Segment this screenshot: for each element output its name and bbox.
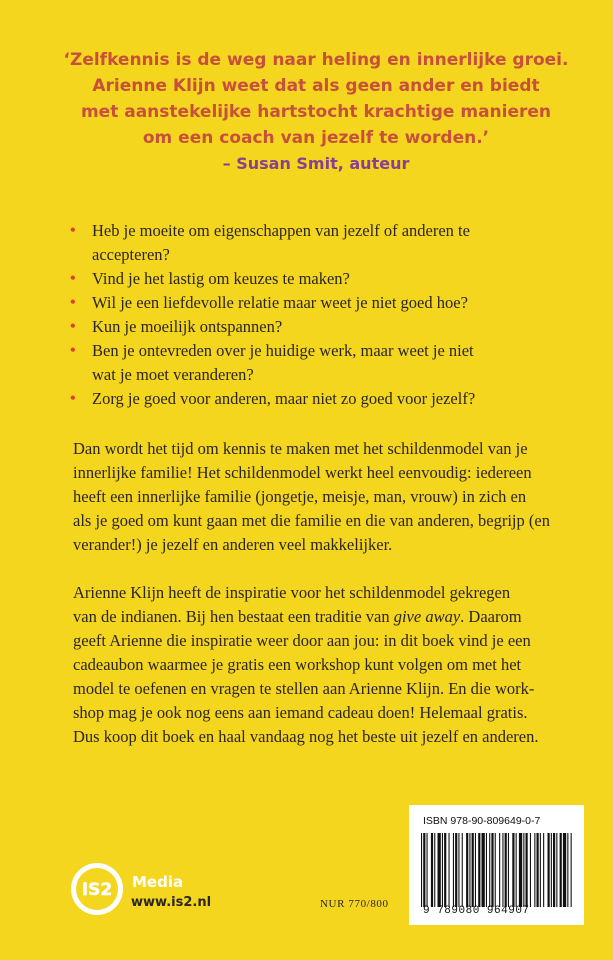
question-list bbox=[70, 219, 590, 411]
list-item: • Heb je moeite om eigenschappen van jezelf of anderen te accepteren? bbox=[70, 221, 470, 264]
barcode-bar bbox=[453, 833, 454, 907]
barcode-bar bbox=[442, 833, 443, 907]
barcode-bar bbox=[548, 833, 550, 907]
publisher-logo bbox=[70, 862, 125, 917]
endorsement-quote bbox=[56, 47, 576, 177]
list-item: • Vind je het lastig om keuzes te maken? bbox=[70, 267, 590, 291]
barcode-bar bbox=[551, 833, 552, 907]
barcode-bar bbox=[505, 833, 507, 907]
barcode-bar bbox=[469, 833, 470, 907]
barcode-bar bbox=[543, 833, 544, 907]
inspiration-paragraph: Arienne Klijn heeft de inspiratie voor het schildenmodel gekregen van de indianen. Bij hen bestaat een traditie van give away. Daarom geeft Arienne die inspiratie weer door aan jou: in dit boek vind je een cadeaubon waarmee je gratis een workshop kunt volgen om met het model te oefenen en vragen te stellen aan Arienne Klijn. En die work- shop mag je ook nog eens aan iemand cadeau doen! Helemaal gratis. Dus koop dit boek en haal vandaag nog het beste uit jezelf en anderen. bbox=[73, 583, 539, 746]
list-item: • Kun je moeilijk ontspannen? bbox=[70, 315, 590, 339]
publisher-media-label: Media bbox=[132, 873, 184, 891]
quote-line: om een coach van jezelf te worden.’ bbox=[142, 128, 490, 148]
barcode-bar bbox=[423, 833, 425, 907]
barcode-bar bbox=[489, 833, 490, 907]
barcode-bar bbox=[553, 833, 555, 907]
bullet-icon: • bbox=[70, 222, 76, 239]
barcode-digits: 9 789080 964907 bbox=[423, 905, 530, 917]
publisher-url: www.is2.nl bbox=[131, 895, 212, 910]
barcode-bar bbox=[438, 833, 441, 907]
barcode-bar bbox=[519, 833, 522, 907]
barcode-bar bbox=[502, 833, 503, 907]
barcode-bar bbox=[495, 833, 496, 907]
barcode-bar bbox=[516, 833, 517, 907]
barcode-bar bbox=[526, 833, 528, 907]
barcode-bar bbox=[449, 833, 450, 907]
bullet-icon: • bbox=[70, 294, 76, 311]
list-item: • Ben je ontevreden over je huidige werk, maar weet je niet wat je moet veranderen? bbox=[70, 341, 474, 384]
barcode-bar bbox=[472, 833, 474, 907]
barcode-bar bbox=[427, 833, 428, 907]
bullet-icon: • bbox=[70, 270, 76, 287]
nur-code: NUR 770/800 bbox=[320, 898, 389, 910]
isbn-label: ISBN 978-90-809649-0-7 bbox=[423, 815, 541, 827]
barcode-bar bbox=[431, 833, 433, 907]
barcode-bar bbox=[444, 833, 446, 907]
barcode-bars bbox=[419, 833, 574, 907]
barcode-bar bbox=[421, 833, 422, 907]
barcode-bar bbox=[499, 833, 500, 907]
barcode-bar bbox=[434, 833, 435, 907]
barcode-bar bbox=[560, 833, 562, 907]
barcode-bar bbox=[458, 833, 459, 907]
barcode-bar bbox=[491, 833, 493, 907]
barcode-bar bbox=[482, 833, 485, 907]
barcode-bar bbox=[478, 833, 480, 907]
barcode-bar bbox=[455, 833, 457, 907]
barcode-bar bbox=[462, 833, 463, 907]
barcode-bar bbox=[512, 833, 514, 907]
barcode-bar bbox=[567, 833, 568, 907]
isbn-barcode bbox=[409, 805, 584, 925]
barcode-bar bbox=[571, 833, 572, 907]
give-away-term: give away bbox=[393, 607, 461, 626]
barcode-bar bbox=[486, 833, 487, 907]
publisher-logo-text: IS2 bbox=[81, 880, 113, 900]
bullet-icon: • bbox=[70, 318, 76, 335]
description-paragraph: Dan wordt het tijd om kennis te maken met het schildenmodel van je innerlijke familie! Het schildenmodel werkt heel eenvoudig: iedereen heeft een innerlijke familie (jongetje, meisje, man, vrouw) in zich en als je goed om kunt gaan met die familie en die van anderen, begrijp (en verander!) je jezelf en anderen veel makkelijker. bbox=[73, 439, 550, 554]
list-item: • Wil je een liefdevolle relatie maar weet je niet goed hoe? bbox=[70, 291, 590, 315]
bullet-icon: • bbox=[70, 390, 76, 407]
barcode-bar bbox=[475, 833, 476, 907]
barcode-bar bbox=[556, 833, 557, 907]
barcode-bar bbox=[540, 833, 541, 907]
barcode-bar bbox=[563, 833, 566, 907]
barcode-bar bbox=[523, 833, 524, 907]
quote-line: Arienne Klijn weet dat als geen ander en biedt bbox=[92, 76, 540, 96]
barcode-bar bbox=[466, 833, 468, 907]
barcode-bar bbox=[508, 833, 509, 907]
barcode-bar bbox=[534, 833, 535, 907]
quote-line: met aanstekelijke hartstocht krachtige manieren bbox=[80, 102, 552, 122]
bullet-icon: • bbox=[70, 342, 76, 359]
barcode-bar bbox=[530, 833, 531, 907]
barcode-bar bbox=[537, 833, 539, 907]
quote-line: ‘Zelfkennis is de weg naar heling en innerlijke groei. bbox=[63, 50, 569, 70]
quote-attribution: – Susan Smit, auteur bbox=[222, 154, 410, 173]
list-item: • Zorg je goed voor anderen, maar niet zo goed voor jezelf? bbox=[70, 387, 590, 411]
